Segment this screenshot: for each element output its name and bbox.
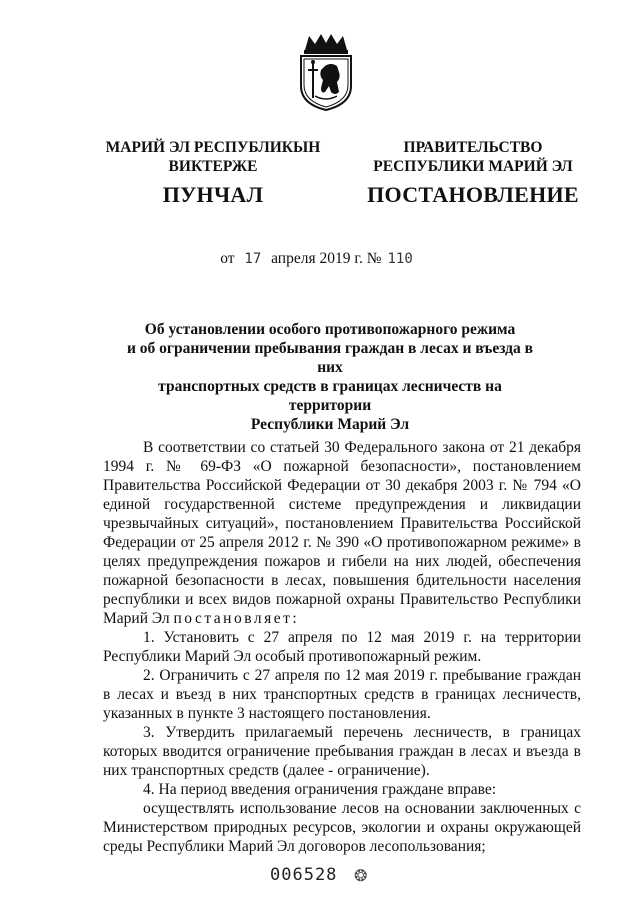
document-date-line: [0, 250, 639, 268]
item-2: 2. Ограничить с 27 апреля по 12 мая 2019 г. пребывание граждан в лесах и въезд в них транспортных средств в границах лесничеств, указанных в пункте 3 настоящего постановления.: [103, 667, 581, 722]
date-middle: апреля 2019 г. №: [271, 250, 382, 267]
date-day: 17: [244, 251, 262, 267]
footer-mark-icon: ❂: [354, 868, 368, 885]
preamble-text: В соответствии со статьей 30 Федерального закона от 21 декабря 1994 г. № 69-ФЗ «О пожарной безопасности», постановлением Правительства Российской Федерации от 30 декабря 2003 г. № 794 «О единой государственной системе предупреждения и ликвидации чрезвычайных ситуаций», постановлением Правительства Российской Федерации от 25 апреля 2012 г. № 390 «О противопожарном режиме» в целях предупреждения пожаров и гибели на них людей, обеспечения пожарной безопасности в лесах, повышения бдительности населения республики и всех видов пожарной охраны Правительство Республики Марий Эл: [103, 439, 581, 627]
header-right-line1: ПРАВИТЕЛЬСТВО: [403, 139, 543, 156]
header-right-block: [358, 138, 588, 208]
title-line: и об ограничении пребывания граждан в лесах и въезда в них: [126, 340, 533, 376]
decree-word: постановляет:: [173, 610, 300, 627]
header-right-line2: РЕСПУБЛИКИ МАРИЙ ЭЛ: [373, 158, 573, 175]
title-line: транспортных средств в границах лесничеств на территории: [158, 378, 502, 414]
title-line: Республики Марий Эл: [250, 416, 410, 433]
item-3: 3. Утвердить прилагаемый перечень лесничеств, в границах которых вводится ограничение пребывания граждан в лесах и въезда в них транспортных средств (далее - ограничение).: [103, 724, 581, 779]
page-serial-number: 006528: [270, 865, 338, 885]
date-prefix: от: [220, 250, 235, 267]
title-line: Об установлении особого противопожарного режима: [144, 321, 516, 338]
header-left-block: [88, 138, 338, 208]
header-left-line2: ВИКТЕРЖЕ: [168, 158, 258, 175]
document-number: 110: [387, 251, 413, 267]
header-left-title: ПУНЧАЛ: [162, 182, 264, 207]
document-body: [103, 438, 581, 856]
coat-of-arms-icon: [295, 30, 357, 112]
item-4-subclause: осуществлять использование лесов на основании заключенных с Министерством природных ресурсов, экологии и охраны окружающей среды Республики Марий Эл договоров лесопользования;: [103, 800, 581, 855]
header-right-title: ПОСТАНОВЛЕНИЕ: [367, 182, 579, 207]
item-4: 4. На период введения ограничения граждане вправе:: [143, 781, 497, 798]
item-1: 1. Установить с 27 апреля по 12 мая 2019 г. на территории Республики Марий Эл особый противопожарный режим.: [103, 629, 581, 665]
document-title: [120, 320, 540, 434]
preamble-paragraph: [103, 438, 581, 628]
header-left-line1: МАРИЙ ЭЛ РЕСПУБЛИКЫН: [105, 139, 321, 156]
